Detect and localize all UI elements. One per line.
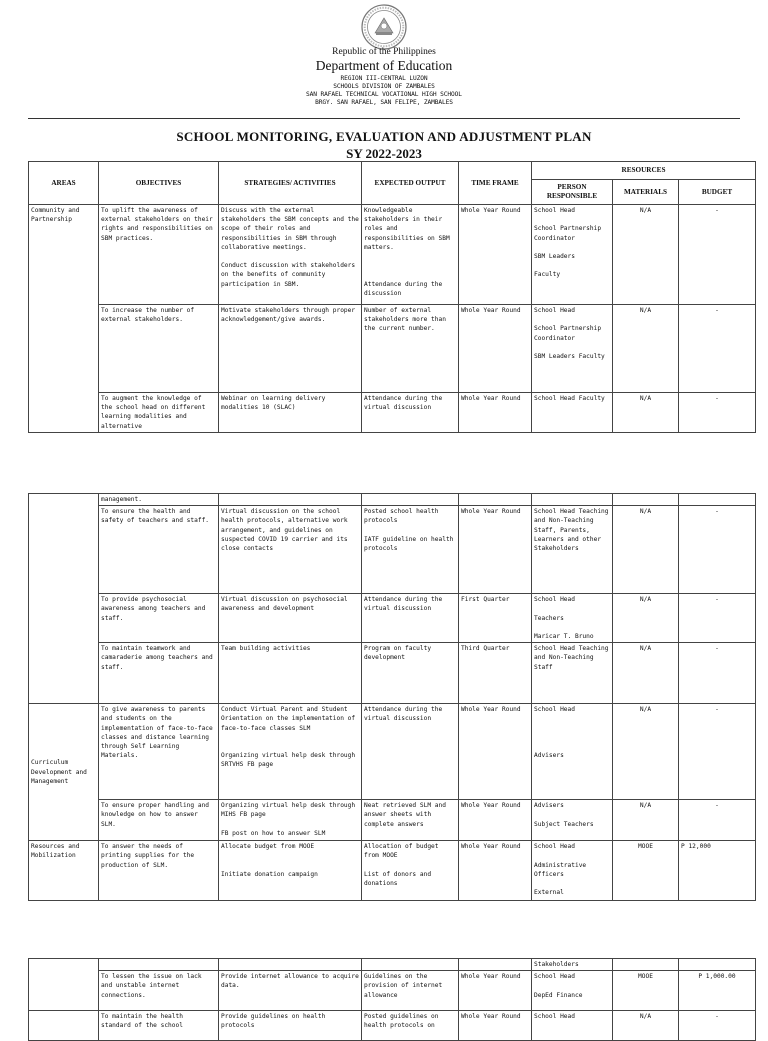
area-cell: Curriculum Development and Management [29, 704, 99, 841]
person-text: Advisers [534, 752, 564, 760]
school-year: SY 2022-2023 [346, 146, 422, 161]
strategy-cell [219, 704, 362, 800]
time-cell: Whole Year Round [459, 841, 532, 901]
output-cell: Attendance during the virtual discussion [362, 594, 459, 643]
person-text: School Head [534, 596, 575, 604]
header-divider [28, 118, 740, 119]
objective-cell: To ensure proper handling and knowledge on how to answer SLM. [99, 800, 219, 841]
department-line: Department of Education [315, 58, 453, 73]
time-cell: Whole Year Round [459, 205, 532, 305]
person-text: School Head [534, 843, 575, 851]
person-cell: School Head [532, 1011, 613, 1041]
time-cell: Whole Year Round [459, 506, 532, 594]
plan-table-page-2 [28, 493, 756, 901]
budget-cell: - [679, 393, 756, 433]
materials-cell: N/A [613, 1011, 679, 1041]
output-cell: Neat retrieved SLM and answer sheets with complete answers [362, 800, 459, 841]
objective-cell: To provide psychosocial awareness among teachers and staff. [99, 594, 219, 643]
objective-cell [99, 959, 219, 971]
area-cell [29, 959, 99, 1011]
output-cell: Guidelines on the provision of internet allowance [362, 971, 459, 1011]
person-text: School Partnership Coordinator [534, 325, 602, 342]
time-cell: Whole Year Round [459, 704, 532, 800]
table-row [29, 1011, 756, 1041]
person-text: Subject Teachers [534, 820, 594, 828]
table-row [29, 971, 756, 1011]
strategy-text: Conduct Virtual Parent and Student Orientation on the implementation of face-to-face classes SLM [221, 706, 356, 732]
person-cell [532, 305, 613, 393]
budget-cell: - [679, 506, 756, 594]
col-objectives: OBJECTIVES [99, 162, 219, 205]
plan-table-page-3 [28, 958, 756, 1041]
strategy-text: Discuss with the external stakeholders the SBM concepts and the scope of their roles and responsibilities in SBM through collaborative meetings. [221, 207, 359, 251]
output-cell: Attendance during the virtual discussion [362, 704, 459, 800]
output-cell: Number of external stakeholders more than the current number. [362, 305, 459, 393]
materials-cell: MOOE [613, 841, 679, 901]
strategy-cell [219, 205, 362, 305]
time-cell: Third Quarter [459, 643, 532, 704]
objective-cell: To augment the knowledge of the school head on different learning modalities and alternative [99, 393, 219, 433]
region-line: REGION III-CENTRAL LUZON [340, 75, 428, 82]
materials-cell: N/A [613, 506, 679, 594]
person-text: School Head [534, 307, 575, 314]
person-text: Advisers [534, 802, 564, 810]
strategy-cell [219, 841, 362, 901]
strategy-text: Organizing virtual help desk through SRTVHS FB page [221, 752, 356, 769]
person-text: School Head [534, 973, 575, 981]
output-text: List of donors and donations [364, 870, 432, 887]
table-row [29, 841, 756, 901]
output-text: Knowledgeable stakeholders in their roles and responsibilities on SBM matters. [364, 207, 450, 251]
time-cell: Whole Year Round [459, 1011, 532, 1041]
document-title: SCHOOL MONITORING, EVALUATION AND ADJUSTMENT PLAN [176, 129, 592, 144]
time-cell [459, 494, 532, 506]
output-cell [362, 494, 459, 506]
table-row [29, 959, 756, 971]
person-text: External [534, 889, 564, 897]
republic-line: Republic of the Philippines [332, 47, 436, 57]
strategy-text: Organizing virtual help desk through MIHS FB page [221, 802, 356, 819]
objective-cell: To increase the number of external stakeholders. [99, 305, 219, 393]
area-cell [29, 494, 99, 704]
objective-cell: To uplift the awareness of external stakeholders on their rights and responsibilities on SBM practices. [99, 205, 219, 305]
person-cell [532, 971, 613, 1011]
objective-cell: To lessen the issue on lack and unstable internet connections. [99, 971, 219, 1011]
person-text: DepEd Finance [534, 991, 583, 999]
budget-cell: - [679, 800, 756, 841]
output-cell [362, 841, 459, 901]
person-text: SBM Leaders [534, 252, 575, 260]
strategy-text: Allocate budget from MOOE [221, 843, 315, 851]
objective-cell: To maintain the health standard of the school [99, 1011, 219, 1041]
output-cell [362, 506, 459, 594]
strategy-text: FB post on how to answer SLM [221, 829, 326, 837]
table-row [29, 594, 756, 643]
objective-cell: To maintain teamwork and camaraderie among teachers and staff. [99, 643, 219, 704]
output-text: Posted school health protocols [364, 508, 439, 525]
output-text: Attendance during the discussion [364, 280, 443, 297]
objective-cell: To give awareness to parents and students on the implementation of face-to-face classes and distance learning through Self Learning Materials. [99, 704, 219, 800]
output-cell [362, 205, 459, 305]
materials-cell: N/A [613, 800, 679, 841]
person-text: SBM Leaders Faculty [534, 352, 605, 360]
output-cell: Program on faculty development [362, 643, 459, 704]
area-cell [29, 1011, 99, 1041]
time-cell: Whole Year Round [459, 800, 532, 841]
col-time-frame: TIME FRAME [459, 162, 532, 205]
budget-cell: - [679, 1011, 756, 1041]
person-cell: Stakeholders [532, 959, 613, 971]
output-cell [362, 959, 459, 971]
table-row [29, 494, 756, 506]
materials-cell [613, 959, 679, 971]
materials-cell [613, 494, 679, 506]
person-cell [532, 205, 613, 305]
materials-cell: MOOE [613, 971, 679, 1011]
table-row [29, 205, 756, 305]
strategy-text: Conduct discussion with stakeholders on the benefits of community participation in SBM. [221, 262, 356, 288]
plan-table-page-1 [28, 161, 756, 433]
output-cell: Posted guidelines on health protocols on [362, 1011, 459, 1041]
time-cell: First Quarter [459, 594, 532, 643]
strategy-cell: Virtual discussion on the school health protocols, alternative work arrangement, and guidelines on suspected COVID 19 carrier and its close contacts [219, 506, 362, 594]
table-row [29, 800, 756, 841]
strategy-cell [219, 494, 362, 506]
strategy-text: Initiate donation campaign [221, 870, 318, 878]
objective-cell: To answer the needs of printing supplies for the production of SLM. [99, 841, 219, 901]
materials-cell: N/A [613, 205, 679, 305]
budget-cell: - [679, 594, 756, 643]
col-materials: MATERIALS [613, 180, 679, 205]
time-cell: Whole Year Round [459, 971, 532, 1011]
person-text: Maricar T. Bruno [534, 632, 594, 640]
budget-cell: P 1,000.00 [679, 971, 756, 1011]
person-text: School Head [534, 706, 575, 714]
budget-cell: P 12,000 [679, 841, 756, 901]
area-cell: Resources and Mobilization [29, 841, 99, 901]
budget-cell: - [679, 643, 756, 704]
person-text: Administrative Officers [534, 861, 587, 878]
person-text: School Partnership Coordinator [534, 225, 602, 242]
materials-cell: N/A [613, 305, 679, 393]
col-budget: BUDGET [679, 180, 756, 205]
budget-cell: - [679, 205, 756, 305]
objective-cell: To ensure the health and safety of teachers and staff. [99, 506, 219, 594]
materials-cell: N/A [613, 393, 679, 433]
person-cell: School Head Faculty [532, 393, 613, 433]
strategy-cell: Virtual discussion on psychosocial awareness and development [219, 594, 362, 643]
col-expected-output: EXPECTED OUTPUT [362, 162, 459, 205]
materials-cell: N/A [613, 643, 679, 704]
objective-cell: management. [99, 494, 219, 506]
strategy-cell: Webinar on learning delivery modalities 10 (SLAC) [219, 393, 362, 433]
budget-cell: - [679, 305, 756, 393]
deped-seal-icon [361, 4, 407, 50]
budget-cell: - [679, 704, 756, 800]
output-text: Allocation of budget from MOOE [364, 843, 439, 860]
time-cell [459, 959, 532, 971]
materials-cell: N/A [613, 594, 679, 643]
materials-cell: N/A [613, 704, 679, 800]
col-strategies: STRATEGIES/ ACTIVITIES [219, 162, 362, 205]
col-person-responsible: PERSON RESPONSIBLE [532, 180, 613, 205]
table-row [29, 643, 756, 704]
time-cell: Whole Year Round [459, 305, 532, 393]
strategy-cell [219, 959, 362, 971]
strategy-cell: Team building activities [219, 643, 362, 704]
school-line: SAN RAFAEL TECHNICAL VOCATIONAL HIGH SCHOOL [306, 91, 462, 98]
output-text: IATF guideline on health protocols [364, 535, 454, 552]
address-line: BRGY. SAN RAFAEL, SAN FELIPE, ZAMBALES [315, 99, 453, 106]
table-row [29, 393, 756, 433]
strategy-cell: Provide guidelines on health protocols [219, 1011, 362, 1041]
person-cell [532, 841, 613, 901]
person-text: School Head [534, 207, 575, 214]
person-text: Teachers [534, 614, 564, 622]
table-row [29, 704, 756, 800]
person-cell: School Head Teaching and Non-Teaching Staff [532, 643, 613, 704]
col-resources: RESOURCES [532, 162, 756, 180]
strategy-cell: Motivate stakeholders through proper acknowledgement/give awards. [219, 305, 362, 393]
person-cell: School Head Teaching and Non-Teaching Staff, Parents, Learners and other Stakeholders [532, 506, 613, 594]
table-row [29, 506, 756, 594]
table-row [29, 305, 756, 393]
strategy-cell: Provide internet allowance to acquire data. [219, 971, 362, 1011]
time-cell: Whole Year Round [459, 393, 532, 433]
person-cell [532, 800, 613, 841]
person-cell [532, 594, 613, 643]
budget-cell [679, 959, 756, 971]
person-text: Faculty [534, 271, 561, 279]
output-cell: Attendance during the virtual discussion [362, 393, 459, 433]
division-line: SCHOOLS DIVISION OF ZAMBALES [333, 83, 435, 90]
col-areas: AREAS [29, 162, 99, 205]
budget-cell [679, 494, 756, 506]
strategy-cell [219, 800, 362, 841]
area-cell: Community and Partnership [29, 205, 99, 433]
person-cell [532, 494, 613, 506]
person-cell [532, 704, 613, 800]
